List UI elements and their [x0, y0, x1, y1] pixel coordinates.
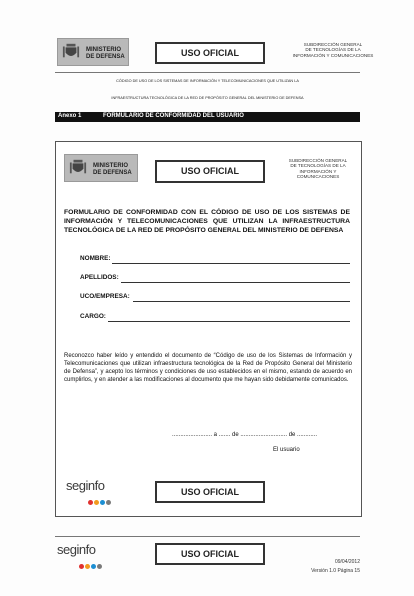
subdireccion-form	[280, 158, 356, 180]
coat-of-arms-icon	[69, 158, 87, 176]
footer-date: 09/04/2012	[334, 559, 360, 565]
form-frame	[55, 141, 362, 517]
form-title: FORMULARIO DE CONFORMIDAD CON EL CÓDIGO DE USO DE LOS SISTEMAS DE INFORMACIÓN Y TELECOMUNICACIONES QUE UTILIZAN LA INFRAESTRUCTURA TECNOLÓGICA DE LA RED DE PROPÓSITO GENERAL DEL MINISTERIO DE DEFENSA	[64, 209, 350, 234]
annex-bar	[55, 112, 360, 122]
coat-of-arms-icon	[62, 42, 80, 60]
field-apellidos-label: APELLIDOS:	[80, 274, 119, 281]
form-subdireccion-line-1: SUBDIRECCIÓN GENERAL	[288, 158, 348, 163]
field-uco-line[interactable]	[133, 301, 350, 302]
form-seginfo-text: seginfo	[66, 478, 105, 493]
ministry-logo-line-2: DE DEFENSA	[86, 54, 125, 60]
header-divider	[55, 72, 360, 73]
dot-icon	[79, 564, 84, 569]
annex-label: Anexo 1	[58, 113, 82, 119]
form-seginfo-dots	[88, 492, 112, 510]
code-title-line-1: CÓDIGO DE USO DE LOS SISTEMAS DE INFORMACIÓN Y TELECOMUNICACIONES QUE UTILIZAN LA	[116, 79, 299, 83]
field-cargo-label: CARGO:	[80, 313, 106, 320]
form-subdireccion-line-2: DE TECNOLOGÍAS DE LA	[290, 163, 346, 169]
uso-oficial-form-bottom: USO OFICIAL	[155, 481, 265, 503]
signature-label: El usuario	[273, 447, 300, 453]
dot-icon	[106, 500, 111, 505]
uso-oficial-footer: USO OFICIAL	[155, 543, 265, 565]
dot-icon	[91, 564, 96, 569]
dot-icon	[97, 564, 102, 569]
date-place-line: ........................ a ....... de ............................ de ............	[172, 432, 318, 438]
field-nombre-label: NOMBRE:	[80, 255, 111, 262]
dot-icon	[88, 500, 93, 505]
subdireccion-line-1: SUBDIRECCIÓN GENERAL	[303, 42, 363, 47]
uso-oficial-form: USO OFICIAL	[155, 160, 265, 183]
subdireccion-line-2: DE TECNOLOGÍAS DE LA	[305, 47, 361, 53]
subdireccion-line-3: INFORMACIÓN Y COMUNICACIONES	[292, 52, 374, 58]
field-apellidos-line[interactable]	[121, 282, 350, 283]
code-title-line-2: INFRAESTRUCTURA TECNOLÓGICA DE LA RED DE PROPÓSITO GENERAL DEL MINISTERIO DE DEFENSA	[111, 96, 304, 100]
footer-seginfo-logo	[57, 542, 103, 574]
form-ministry-logo	[64, 154, 138, 182]
footer-seginfo-dots	[79, 556, 103, 574]
ministry-logo-line-1: MINISTERIO	[86, 47, 122, 53]
dot-icon	[85, 564, 90, 569]
subdireccion-header	[283, 42, 383, 58]
footer-version: Versión 1.0 Página 15	[311, 568, 360, 574]
form-ministry-logo-line-2: DE DEFENSA	[93, 170, 132, 176]
form-ministry-logo-line-1: MINISTERIO	[93, 163, 129, 169]
annex-title: FORMULARIO DE CONFORMIDAD DEL USUARIO	[103, 113, 244, 119]
footer-divider	[55, 536, 360, 537]
form-seginfo-logo	[66, 478, 112, 510]
dot-icon	[94, 500, 99, 505]
field-uco-label: UCO/EMPRESA:	[80, 293, 130, 300]
field-cargo-line[interactable]	[108, 321, 350, 322]
footer-meta	[300, 558, 360, 576]
dot-icon	[100, 500, 105, 505]
agreement-paragraph: Reconozco haber leído y entendido el documento de “Código de uso de los Sistemas de Información y Telecomunicaciones que utilizan infraestructura tecnológica de la Red de Propósito General del Ministerio de Defensa”, y acepto los términos y condiciones de uso establecidos en el mismo, estando de acuerdo en cumplirlos, y en atender a las modificaciones al documento que me hayan sido debidamente comunicados.	[64, 353, 352, 383]
field-nombre-line[interactable]	[112, 263, 350, 264]
form-subdireccion-line-3: INFORMACIÓN Y COMUNICACIONES	[296, 168, 340, 180]
footer-seginfo-text: seginfo	[57, 542, 96, 557]
ministry-logo	[57, 38, 129, 66]
uso-oficial-header: USO OFICIAL	[155, 42, 265, 64]
